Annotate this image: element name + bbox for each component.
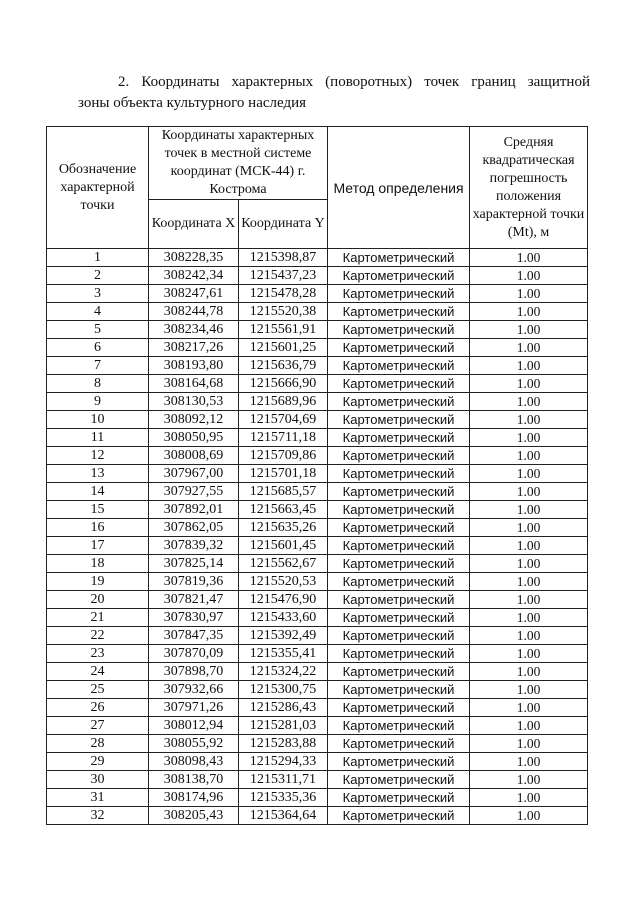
table-row xyxy=(47,591,588,609)
cell-x: 308130,53 xyxy=(149,393,239,411)
cell-point: 11 xyxy=(47,429,149,447)
cell-method: Картометрический xyxy=(328,537,470,555)
cell-accuracy: 1.00 xyxy=(470,573,588,591)
cell-point: 30 xyxy=(47,771,149,789)
cell-method: Картометрический xyxy=(328,375,470,393)
cell-method: Картометрический xyxy=(328,753,470,771)
table-row xyxy=(47,807,588,825)
header-y: Координата Y xyxy=(239,200,328,249)
cell-y: 1215433,60 xyxy=(239,609,328,627)
cell-method: Картометрический xyxy=(328,357,470,375)
cell-point: 12 xyxy=(47,447,149,465)
cell-point: 13 xyxy=(47,465,149,483)
cell-accuracy: 1.00 xyxy=(470,411,588,429)
cell-x: 308164,68 xyxy=(149,375,239,393)
cell-method: Картометрический xyxy=(328,303,470,321)
cell-accuracy: 1.00 xyxy=(470,447,588,465)
table-row xyxy=(47,447,588,465)
table-row xyxy=(47,663,588,681)
cell-accuracy: 1.00 xyxy=(470,303,588,321)
cell-method: Картометрический xyxy=(328,663,470,681)
table-row xyxy=(47,411,588,429)
cell-method: Картометрический xyxy=(328,699,470,717)
cell-point: 8 xyxy=(47,375,149,393)
cell-method: Картометрический xyxy=(328,789,470,807)
table-row xyxy=(47,645,588,663)
cell-y: 1215704,69 xyxy=(239,411,328,429)
cell-y: 1215701,18 xyxy=(239,465,328,483)
cell-point: 4 xyxy=(47,303,149,321)
cell-point: 15 xyxy=(47,501,149,519)
table-row xyxy=(47,249,588,267)
cell-accuracy: 1.00 xyxy=(470,249,588,267)
cell-x: 307971,26 xyxy=(149,699,239,717)
cell-accuracy: 1.00 xyxy=(470,735,588,753)
cell-accuracy: 1.00 xyxy=(470,663,588,681)
cell-accuracy: 1.00 xyxy=(470,609,588,627)
cell-method: Картометрический xyxy=(328,519,470,537)
cell-x: 307870,09 xyxy=(149,645,239,663)
cell-x: 307967,00 xyxy=(149,465,239,483)
cell-y: 1215437,23 xyxy=(239,267,328,285)
table-row xyxy=(47,519,588,537)
cell-x: 307839,32 xyxy=(149,537,239,555)
table-row xyxy=(47,753,588,771)
cell-x: 308055,92 xyxy=(149,735,239,753)
header-accuracy: Средняя квадратическая погрешность положения характерной точки (Mt), м xyxy=(470,127,588,249)
cell-accuracy: 1.00 xyxy=(470,681,588,699)
table-row xyxy=(47,429,588,447)
cell-x: 308098,43 xyxy=(149,753,239,771)
cell-point: 17 xyxy=(47,537,149,555)
cell-accuracy: 1.00 xyxy=(470,393,588,411)
heading-line-1: 2. Координаты характерных (поворотных) точек границ защитной xyxy=(118,74,590,90)
cell-accuracy: 1.00 xyxy=(470,555,588,573)
cell-x: 307847,35 xyxy=(149,627,239,645)
cell-method: Картометрический xyxy=(328,249,470,267)
cell-accuracy: 1.00 xyxy=(470,519,588,537)
cell-accuracy: 1.00 xyxy=(470,771,588,789)
table-row xyxy=(47,303,588,321)
cell-accuracy: 1.00 xyxy=(470,375,588,393)
table-row xyxy=(47,501,588,519)
cell-accuracy: 1.00 xyxy=(470,591,588,609)
cell-method: Картометрический xyxy=(328,483,470,501)
cell-y: 1215520,38 xyxy=(239,303,328,321)
cell-accuracy: 1.00 xyxy=(470,357,588,375)
cell-point: 21 xyxy=(47,609,149,627)
cell-accuracy: 1.00 xyxy=(470,429,588,447)
cell-y: 1215561,91 xyxy=(239,321,328,339)
cell-y: 1215711,18 xyxy=(239,429,328,447)
cell-method: Картометрический xyxy=(328,465,470,483)
table-row xyxy=(47,609,588,627)
table-row xyxy=(47,375,588,393)
cell-x: 307932,66 xyxy=(149,681,239,699)
cell-y: 1215335,36 xyxy=(239,789,328,807)
cell-x: 307892,01 xyxy=(149,501,239,519)
cell-method: Картометрический xyxy=(328,429,470,447)
cell-accuracy: 1.00 xyxy=(470,645,588,663)
cell-x: 308193,80 xyxy=(149,357,239,375)
cell-x: 308242,34 xyxy=(149,267,239,285)
cell-y: 1215364,64 xyxy=(239,807,328,825)
cell-y: 1215392,49 xyxy=(239,627,328,645)
table-row xyxy=(47,537,588,555)
cell-point: 5 xyxy=(47,321,149,339)
cell-y: 1215685,57 xyxy=(239,483,328,501)
cell-method: Картометрический xyxy=(328,681,470,699)
cell-x: 308138,70 xyxy=(149,771,239,789)
cell-point: 22 xyxy=(47,627,149,645)
cell-point: 32 xyxy=(47,807,149,825)
cell-y: 1215281,03 xyxy=(239,717,328,735)
cell-y: 1215601,45 xyxy=(239,537,328,555)
table-row xyxy=(47,771,588,789)
cell-x: 308050,95 xyxy=(149,429,239,447)
cell-x: 308174,96 xyxy=(149,789,239,807)
cell-point: 24 xyxy=(47,663,149,681)
cell-y: 1215478,28 xyxy=(239,285,328,303)
heading-line-2: зоны объекта культурного наследия xyxy=(78,95,307,111)
cell-point: 3 xyxy=(47,285,149,303)
cell-y: 1215286,43 xyxy=(239,699,328,717)
cell-point: 9 xyxy=(47,393,149,411)
cell-x: 308217,26 xyxy=(149,339,239,357)
cell-method: Картометрический xyxy=(328,321,470,339)
table-row xyxy=(47,717,588,735)
cell-point: 31 xyxy=(47,789,149,807)
cell-y: 1215689,96 xyxy=(239,393,328,411)
cell-y: 1215300,75 xyxy=(239,681,328,699)
cell-y: 1215294,33 xyxy=(239,753,328,771)
cell-point: 16 xyxy=(47,519,149,537)
cell-accuracy: 1.00 xyxy=(470,321,588,339)
cell-point: 2 xyxy=(47,267,149,285)
cell-x: 308247,61 xyxy=(149,285,239,303)
cell-method: Картометрический xyxy=(328,393,470,411)
cell-accuracy: 1.00 xyxy=(470,789,588,807)
cell-accuracy: 1.00 xyxy=(470,627,588,645)
cell-y: 1215398,87 xyxy=(239,249,328,267)
cell-method: Картометрический xyxy=(328,735,470,753)
cell-y: 1215636,79 xyxy=(239,357,328,375)
cell-point: 14 xyxy=(47,483,149,501)
cell-x: 308092,12 xyxy=(149,411,239,429)
coordinates-table xyxy=(46,126,588,825)
cell-method: Картометрический xyxy=(328,717,470,735)
cell-x: 307898,70 xyxy=(149,663,239,681)
cell-x: 307830,97 xyxy=(149,609,239,627)
cell-point: 19 xyxy=(47,573,149,591)
cell-accuracy: 1.00 xyxy=(470,717,588,735)
table-row xyxy=(47,735,588,753)
cell-accuracy: 1.00 xyxy=(470,483,588,501)
cell-method: Картометрический xyxy=(328,339,470,357)
cell-method: Картометрический xyxy=(328,807,470,825)
header-x: Координата X xyxy=(149,200,239,249)
cell-accuracy: 1.00 xyxy=(470,465,588,483)
table-row xyxy=(47,627,588,645)
cell-y: 1215476,90 xyxy=(239,591,328,609)
cell-method: Картометрический xyxy=(328,645,470,663)
table-row xyxy=(47,321,588,339)
cell-point: 28 xyxy=(47,735,149,753)
header-method: Метод определения xyxy=(328,127,470,249)
cell-x: 308205,43 xyxy=(149,807,239,825)
cell-y: 1215355,41 xyxy=(239,645,328,663)
table-body xyxy=(47,249,588,825)
cell-y: 1215666,90 xyxy=(239,375,328,393)
cell-y: 1215283,88 xyxy=(239,735,328,753)
cell-x: 307825,14 xyxy=(149,555,239,573)
cell-method: Картометрический xyxy=(328,501,470,519)
cell-y: 1215311,71 xyxy=(239,771,328,789)
cell-x: 308244,78 xyxy=(149,303,239,321)
table-row xyxy=(47,699,588,717)
cell-point: 1 xyxy=(47,249,149,267)
section-heading xyxy=(78,72,590,114)
cell-point: 6 xyxy=(47,339,149,357)
table-row xyxy=(47,789,588,807)
cell-point: 18 xyxy=(47,555,149,573)
table-row xyxy=(47,573,588,591)
cell-method: Картометрический xyxy=(328,591,470,609)
cell-y: 1215709,86 xyxy=(239,447,328,465)
cell-x: 307821,47 xyxy=(149,591,239,609)
cell-method: Картометрический xyxy=(328,573,470,591)
cell-accuracy: 1.00 xyxy=(470,285,588,303)
cell-y: 1215663,45 xyxy=(239,501,328,519)
cell-x: 307819,36 xyxy=(149,573,239,591)
cell-method: Картометрический xyxy=(328,627,470,645)
table-row xyxy=(47,393,588,411)
cell-accuracy: 1.00 xyxy=(470,807,588,825)
cell-x: 307927,55 xyxy=(149,483,239,501)
cell-y: 1215601,25 xyxy=(239,339,328,357)
cell-method: Картометрический xyxy=(328,285,470,303)
cell-method: Картометрический xyxy=(328,411,470,429)
cell-point: 27 xyxy=(47,717,149,735)
cell-y: 1215324,22 xyxy=(239,663,328,681)
cell-accuracy: 1.00 xyxy=(470,501,588,519)
table-row xyxy=(47,465,588,483)
cell-x: 308008,69 xyxy=(149,447,239,465)
table-row xyxy=(47,339,588,357)
cell-point: 29 xyxy=(47,753,149,771)
cell-accuracy: 1.00 xyxy=(470,753,588,771)
header-coords: Координаты характерных точек в местной системе координат (МСК-44) г. Кострома xyxy=(149,127,328,200)
cell-point: 25 xyxy=(47,681,149,699)
cell-y: 1215635,26 xyxy=(239,519,328,537)
cell-method: Картометрический xyxy=(328,555,470,573)
cell-x: 308234,46 xyxy=(149,321,239,339)
table-row xyxy=(47,681,588,699)
cell-accuracy: 1.00 xyxy=(470,699,588,717)
cell-method: Картометрический xyxy=(328,771,470,789)
cell-point: 10 xyxy=(47,411,149,429)
cell-method: Картометрический xyxy=(328,267,470,285)
table-row xyxy=(47,357,588,375)
cell-x: 308012,94 xyxy=(149,717,239,735)
cell-point: 23 xyxy=(47,645,149,663)
cell-method: Картометрический xyxy=(328,609,470,627)
cell-y: 1215562,67 xyxy=(239,555,328,573)
cell-x: 307862,05 xyxy=(149,519,239,537)
header-point: Обозначение характерной точки xyxy=(47,127,149,249)
cell-accuracy: 1.00 xyxy=(470,339,588,357)
cell-method: Картометрический xyxy=(328,447,470,465)
cell-accuracy: 1.00 xyxy=(470,267,588,285)
cell-x: 308228,35 xyxy=(149,249,239,267)
cell-accuracy: 1.00 xyxy=(470,537,588,555)
cell-y: 1215520,53 xyxy=(239,573,328,591)
table-row xyxy=(47,267,588,285)
table-row xyxy=(47,483,588,501)
cell-point: 7 xyxy=(47,357,149,375)
table-row xyxy=(47,285,588,303)
table-row xyxy=(47,555,588,573)
cell-point: 20 xyxy=(47,591,149,609)
cell-point: 26 xyxy=(47,699,149,717)
